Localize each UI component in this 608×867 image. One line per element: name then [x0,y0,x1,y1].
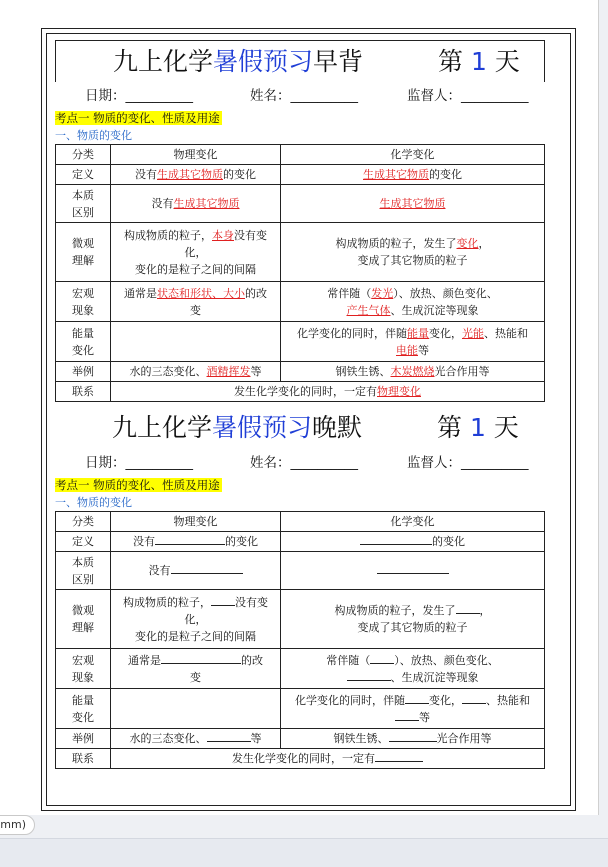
blank-line [171,562,243,574]
blank-line [207,730,251,742]
blank-line [155,533,225,545]
blank-line [462,692,486,704]
morning-title [55,40,545,82]
day-number: 1 [470,47,487,76]
table-row: 能量 变化 化学变化的同时，伴随能量变化，光能、热能和 电能等 [56,322,545,362]
evening-title [55,407,545,449]
name-field: 姓名：__________ [250,88,358,104]
table-row: 举例 水的三态变化、酒精挥发等 钢铁生锈、木炭燃烧光合作用等 [56,362,545,382]
info-line [55,449,545,477]
title-highlight: 暑假预习 [213,47,314,76]
table-row: 分类 物理变化 化学变化 [56,145,545,165]
blank-line [405,692,429,704]
blank-line [456,602,480,614]
date-field: 日期：__________ [85,455,193,471]
table-row: 联系 发生化学变化的同时，一定有物理变化 [56,382,545,402]
title-text: 晚默 [312,413,363,442]
table-row: 举例 水的三态变化、 等 钢铁生锈、 光合作用等 [56,729,545,749]
evening-table [55,511,545,769]
table-row: 本质 区别 没有生成其它物质 生成其它物质 [56,185,545,223]
title-text: 九上化学 [113,47,214,76]
blank-line [389,730,437,742]
blank-line [370,652,394,664]
zoom-indicator[interactable]: mm) [0,815,35,835]
supervisor-field: 监督人：__________ [407,455,529,471]
name-field: 姓名：__________ [250,455,358,471]
table-row: 微观 理解 构成物质的粒子， 没有变 化， 变化的是粒子之间的间隔 构成物质的粒子，发生了 ， 变成了其它物质的粒子 [56,590,545,649]
title-text: 九上化学 [112,413,213,442]
supervisor-field: 监督人：__________ [407,88,529,104]
key-point: 考点一 物质的变化、性质及用途 [55,111,220,125]
blank-line [377,562,449,574]
blank-line [347,669,391,681]
sub-heading: 一、物质的变化 [55,129,132,142]
sub-heading: 一、物质的变化 [55,496,132,509]
date-field: 日期：__________ [85,88,193,104]
table-row: 微观 理解 构成物质的粒子，本身没有变 化， 变化的是粒子之间的间隔 构成物质的粒子，发生了变化， 变成了其它物质的粒子 [56,223,545,282]
day-number: 1 [469,413,486,442]
table-row: 能量 变化 化学变化的同时，伴随 变化， 、热能和 等 [56,689,545,729]
table-row: 分类 物理变化 化学变化 [56,512,545,532]
status-bar [0,838,608,867]
table-row: 定义 没有 的变化 的变化 [56,532,545,552]
table-row: 宏观 现象 通常是 的改 变 常伴随（ ）、放热、颜色变化、 、生成沉淀等现象 [56,649,545,689]
table-row: 宏观 现象 通常是状态和形状、大小的改 变 常伴随（发光）、放热、颜色变化、 产生气体、生成沉淀等现象 [56,282,545,322]
blank-line [360,533,432,545]
blank-line [395,709,419,721]
morning-section [55,40,545,402]
table-row: 定义 没有生成其它物质的变化 生成其它物质的变化 [56,165,545,185]
evening-section [55,407,545,769]
info-line [55,82,545,110]
blank-line [375,750,423,762]
title-text: 早背 [313,47,364,76]
title-highlight: 暑假预习 [212,413,313,442]
day-label: 第 1 天 [437,413,519,442]
table-row: 联系 发生化学变化的同时，一定有 [56,749,545,769]
morning-table [55,144,545,402]
blank-line [161,652,241,664]
key-point: 考点一 物质的变化、性质及用途 [55,478,220,492]
day-label: 第 1 天 [438,47,520,76]
blank-line [211,594,235,606]
table-row: 本质 区别 没有 [56,552,545,590]
